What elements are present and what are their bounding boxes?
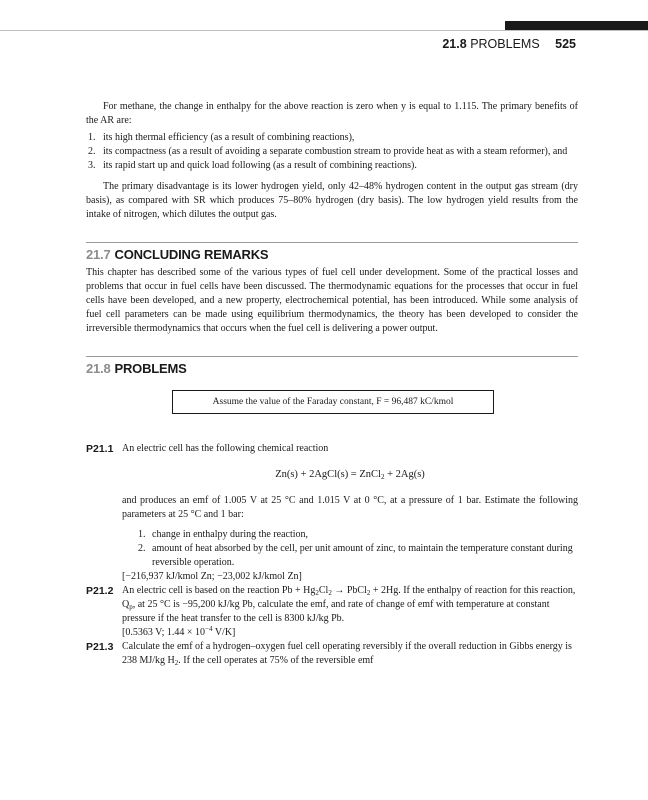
faraday-constant-note: Assume the value of the Faraday constant, F = 96,487 kC/kmol [172,390,494,414]
problem-label: P21.1 [86,443,114,455]
problem-p21-1: P21.1 An electric cell has the following chemical reaction [86,443,329,455]
section-divider [86,356,578,357]
intro-paragraph: For methane, the change in enthalpy for the above reaction is zero when y is equal to 1.115. The primary benefits of the AR are: [86,101,578,126]
concluding-remarks-paragraph: This chapter has described some of the various types of fuel cell under development. Some of the practical losses and problems that occur in fuel cells have been discussed. The thermodynamic equations for the processes that occur in fuel cells have been developed, and a new property, electrochemical potential, has been introduced. While some analysis of fuel cell parameters can be made using equilibrium thermodynamics, the theory has been developed to consider the irreversible thermodynamics that occurs when the fuel cell is delivering a power output. [86,267,578,334]
benefits-list [86,131,578,173]
header-section-title: PROBLEMS [470,37,540,51]
reaction-equation: Zn(s) + 2AgCl(s) = ZnCl$_2$ + 2Ag(s) [275,469,425,481]
problem-p21-1-items [86,528,578,570]
section-heading-concluding-remarks: 21.7 CONCLUDING REMARKS [86,247,269,262]
problem-label: P21.3 [86,641,114,653]
running-header [442,37,576,51]
list-item: 2. amount of heat absorbed by the cell, per unit amount of zinc, to maintain the temperature constant during reversible operation. [138,543,573,568]
disadvantage-paragraph: The primary disadvantage is its lower hydrogen yield, only 42–48% hydrogen content in the output gas stream (dry basis), as compared with SR which produces 75–80% hydrogen (dry basis). The low hydrogen yield results from the intake of nitrogen, which dilutes the output gas. [86,181,578,220]
problem-p21-3: P21.3 Calculate the emf of a hydrogen–oxygen fuel cell operating reversibly if the overall reduction in Gibbs energy is 238 MJ/kg $H_2$. If the cell operates at 75% of the reversible emf [86,641,572,667]
problem-p21-1-text: and produces an emf of 1.005 V at 25 °C and 1.015 V at 0 °C, at a pressure of 1 bar. Estimate the following parameters at 25 °C and 1 bar: [122,495,578,520]
header-bar [505,21,648,30]
problem-p21-2: P21.2 An electric cell is based on the reaction $Pb + Hg_2Cl_2$ → PbCl$_2$ + 2Hg. If the enthalpy of reaction for this reaction, $Q_p$, at 25 °C is −95,200 kJ/kg Pb, calculate the emf, and rate of change of emf with temperature at constant pressure if the heat transfer to the cell is 8300 kJ/kg Pb. [86,585,576,624]
header-rule [0,30,648,31]
list-item: 2. its compactness (as a result of avoiding a separate combustion stream to provide heat as with a steam reformer), and [88,146,568,157]
page-number: 525 [555,37,576,51]
list-item: 1. change in enthalpy during the reaction, [138,529,309,540]
list-item: 3. its rapid start up and quick load following (as a result of combining reactions). [88,160,417,171]
page-body [86,100,578,668]
header-section-number: 21.8 [442,37,467,51]
problem-p21-1-answer: [−216,937 kJ/kmol Zn; −23,002 kJ/kmol Zn] [122,571,302,582]
list-item: 1. its high thermal efficiency (as a result of combining reactions), [88,132,355,143]
section-heading-problems: 21.8 PROBLEMS [86,361,187,376]
section-divider [86,242,578,243]
problem-label: P21.2 [86,585,114,597]
problem-p21-2-answer: [0.5363 V; $1.44 \times 10^{-4}$ V/K] [122,625,236,638]
